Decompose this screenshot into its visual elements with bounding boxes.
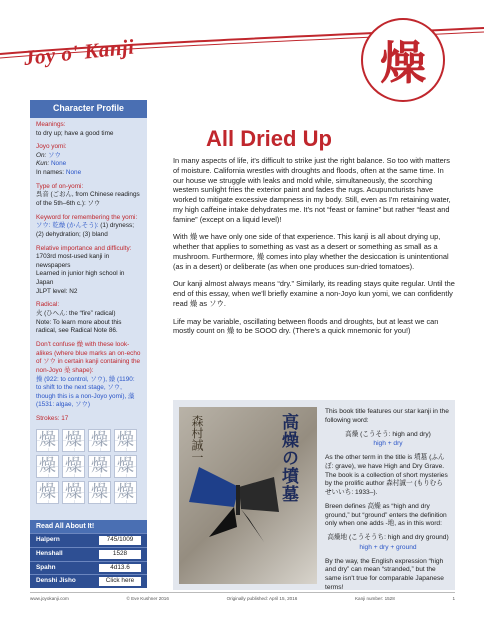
book-word-parts: high + dry: [373, 440, 403, 448]
book-paragraph: By the way, the English expression “high and dry” can mean “stranded,” but the same isn't true for comparable Japanese terms!: [325, 557, 444, 592]
stroke-step: 燥: [62, 455, 85, 478]
book-cover-title: 高燥の墳墓: [278, 413, 298, 503]
stroke-step: 燥: [114, 429, 137, 452]
book-word: 高燥 (こうそう: high and dry): [345, 430, 431, 438]
reference-box: [30, 520, 147, 588]
meanings-label: Meanings:: [36, 120, 66, 128]
sidebar-title: Character Profile: [30, 100, 147, 118]
kun-label: Kun:: [36, 160, 50, 168]
reference-row: [30, 533, 147, 547]
book-word-parts: high + dry + ground: [359, 543, 417, 551]
denshi-jisho-link[interactable]: Click here: [99, 577, 141, 586]
page-footer: [30, 592, 455, 601]
on-yomi-row: [36, 152, 141, 161]
stroke-step: 燥: [114, 481, 137, 504]
onyomi-type-value: 呉音 (ごおん, from Chinese readings of the 5th–6th c.): ソウ: [36, 191, 140, 207]
book-paragraph: As the other term in the title is 墳墓 (ふんぼ: grave), we have High and Dry Grave. The book is a collection of short mysteries by the prolific author 森村誠一 (もりむら せいいち: 1933–).: [325, 454, 448, 497]
reference-row: [30, 561, 147, 575]
importance-line-3: JLPT level: N2: [36, 287, 78, 295]
radical-section: [30, 298, 147, 338]
reference-name: Halpern: [36, 536, 60, 544]
footer-kanji-number: Kanji number: 1528: [354, 596, 395, 601]
footer-copyright: © Eve Kushner 2016: [126, 596, 169, 601]
character-profile-sidebar: [30, 100, 147, 586]
names-value: None: [65, 169, 82, 177]
book-feature-box: [173, 400, 455, 590]
kun-yomi-row: [36, 160, 141, 169]
reference-title: Read All About It!: [30, 520, 147, 533]
reference-name: Spahn: [36, 563, 56, 571]
kun-value: None: [50, 160, 67, 168]
book-paragraph: Breen defines 高燥 as “high and dry ground,” but “ground” enters the definition only when one adds -地, as in this word:: [325, 502, 447, 528]
reference-name: Henshall: [36, 550, 63, 558]
stroke-step: 燥: [88, 429, 111, 452]
importance-section: [30, 242, 147, 299]
footer-published: Originally published: April 15, 2016: [226, 596, 298, 601]
radical-note[interactable]: Note: To learn more about this radical, see Radical Note 86.: [36, 318, 122, 335]
onyomi-type-section: [30, 180, 147, 211]
book-cover-image: [179, 407, 317, 584]
stroke-step: 燥: [88, 481, 111, 504]
paragraph: In many aspects of life, it's difficult to strike just the right balance. So too with matters of moisture. California wrestles with droughts and floods, often at the same time. In our house we struggle with leaks and mold while, simultaneously, the scorching western sunlight fries the exterior paint and fades the rugs. Acupuncturists have worked to mitigate excessive dampness in my body. Still, even as I'm retaining water, my high caffeine intake dehydrates me. It's not “feast or famine” but rather “feast and famine” (except on a liquid level)!: [173, 156, 451, 224]
paragraph: With 燥 we have only one side of that experience. This kanji is all about drying up, whether that applies to something as vast as a desert or something as small as a mushroom. Furthermore, 燥 comes into play whether the desiccation is unintentional (as in a desert) or deliberate (as when one produces sun-dried tomatoes).: [173, 232, 449, 271]
article-title: All Dried Up: [206, 126, 332, 151]
meanings-section: [30, 118, 147, 140]
footer-site[interactable]: www.joyokanji.com: [30, 596, 69, 601]
book-paragraph: This book title features our star kanji in the following word:: [325, 408, 449, 424]
confuse-value: 操 (922: to control, ソウ), 繰 (1190: to shift to the next stage, ソウ, though this is a non-Joyo yomi), 藻 (1531: algae, ソウ): [36, 375, 135, 409]
stroke-step: 燥: [62, 481, 85, 504]
on-value: ソウ: [48, 151, 61, 159]
keyword-section: [30, 211, 147, 242]
strokes-label: Strokes: 17: [36, 415, 69, 423]
footer-page-number: 1: [452, 596, 455, 601]
book-description: [325, 408, 451, 598]
names-row: [36, 169, 141, 178]
stroke-step: 燥: [36, 455, 59, 478]
keyword-label: Keyword for remembering the yomi:: [36, 213, 138, 221]
stroke-step: 燥: [36, 429, 59, 452]
joyo-yomi-label: Joyo yomi:: [36, 143, 67, 151]
radical-value: 火 (ひへん: the “fire” radical): [36, 310, 116, 318]
article-body: [173, 156, 455, 344]
keyword-head: ソウ:: [36, 222, 51, 230]
stroke-step: 燥: [36, 481, 59, 504]
meanings-value: to dry up; have a good time: [36, 129, 114, 137]
reference-row: [30, 547, 147, 561]
stroke-step: 燥: [114, 455, 137, 478]
reference-value: 1528: [99, 550, 141, 559]
joyo-yomi-section: [30, 140, 147, 180]
on-label: On:: [36, 151, 47, 159]
confuse-section: [30, 338, 147, 412]
reference-value: 4d13.6: [99, 564, 141, 573]
keyword-rest: (1) dryness; (2) dehydration; (3) bland: [36, 222, 135, 238]
kanji-badge: 燥: [361, 18, 445, 102]
onyomi-type-label: Type of on-yomi:: [36, 182, 84, 190]
book-word: 高燥地 (こうそうち: high and dry ground): [327, 534, 449, 542]
reference-value: 745/1009: [99, 536, 141, 545]
importance-label: Relative importance and difficulty:: [36, 244, 132, 252]
stroke-step: 燥: [88, 455, 111, 478]
radical-label: Radical:: [36, 301, 60, 309]
importance-line-1: 1703rd most-used kanji in newspapers: [36, 253, 110, 269]
paragraph: Our kanji almost always means “dry.” Similarly, its reading stays quite regular. Until the end of this essay, when we'll briefly examine a non-Joyo kun yomi, we can confidently read 燥 as ソウ.: [173, 279, 455, 308]
site-logo: Joy o' Kanji: [22, 34, 136, 70]
reference-name: Denshi Jisho: [36, 577, 76, 585]
keyword-value: [36, 222, 141, 239]
paragraph: Life may be variable, oscillating between floods and droughts, but at least we can mostly count on 燥 to be SOOO dry. (There's a quick mnemonic for you!): [173, 316, 439, 336]
confuse-label: Don't confuse 燥 with these look-alikes (where blue marks an on-echo of ソウ in certain kanji containing the non-Joyo 喿 shape):: [36, 340, 141, 374]
book-cover-author: 森村誠一: [190, 415, 204, 463]
header: [0, 0, 484, 96]
keyword-word: 乾燥 (かんそう):: [52, 222, 99, 230]
names-label: In names:: [36, 169, 65, 177]
strokes-section: [30, 412, 147, 426]
importance-line-2: Learned in junior high school in Japan: [36, 270, 125, 287]
stroke-step: 燥: [62, 429, 85, 452]
reference-row: [30, 574, 147, 588]
stroke-order-grid: [30, 426, 147, 507]
